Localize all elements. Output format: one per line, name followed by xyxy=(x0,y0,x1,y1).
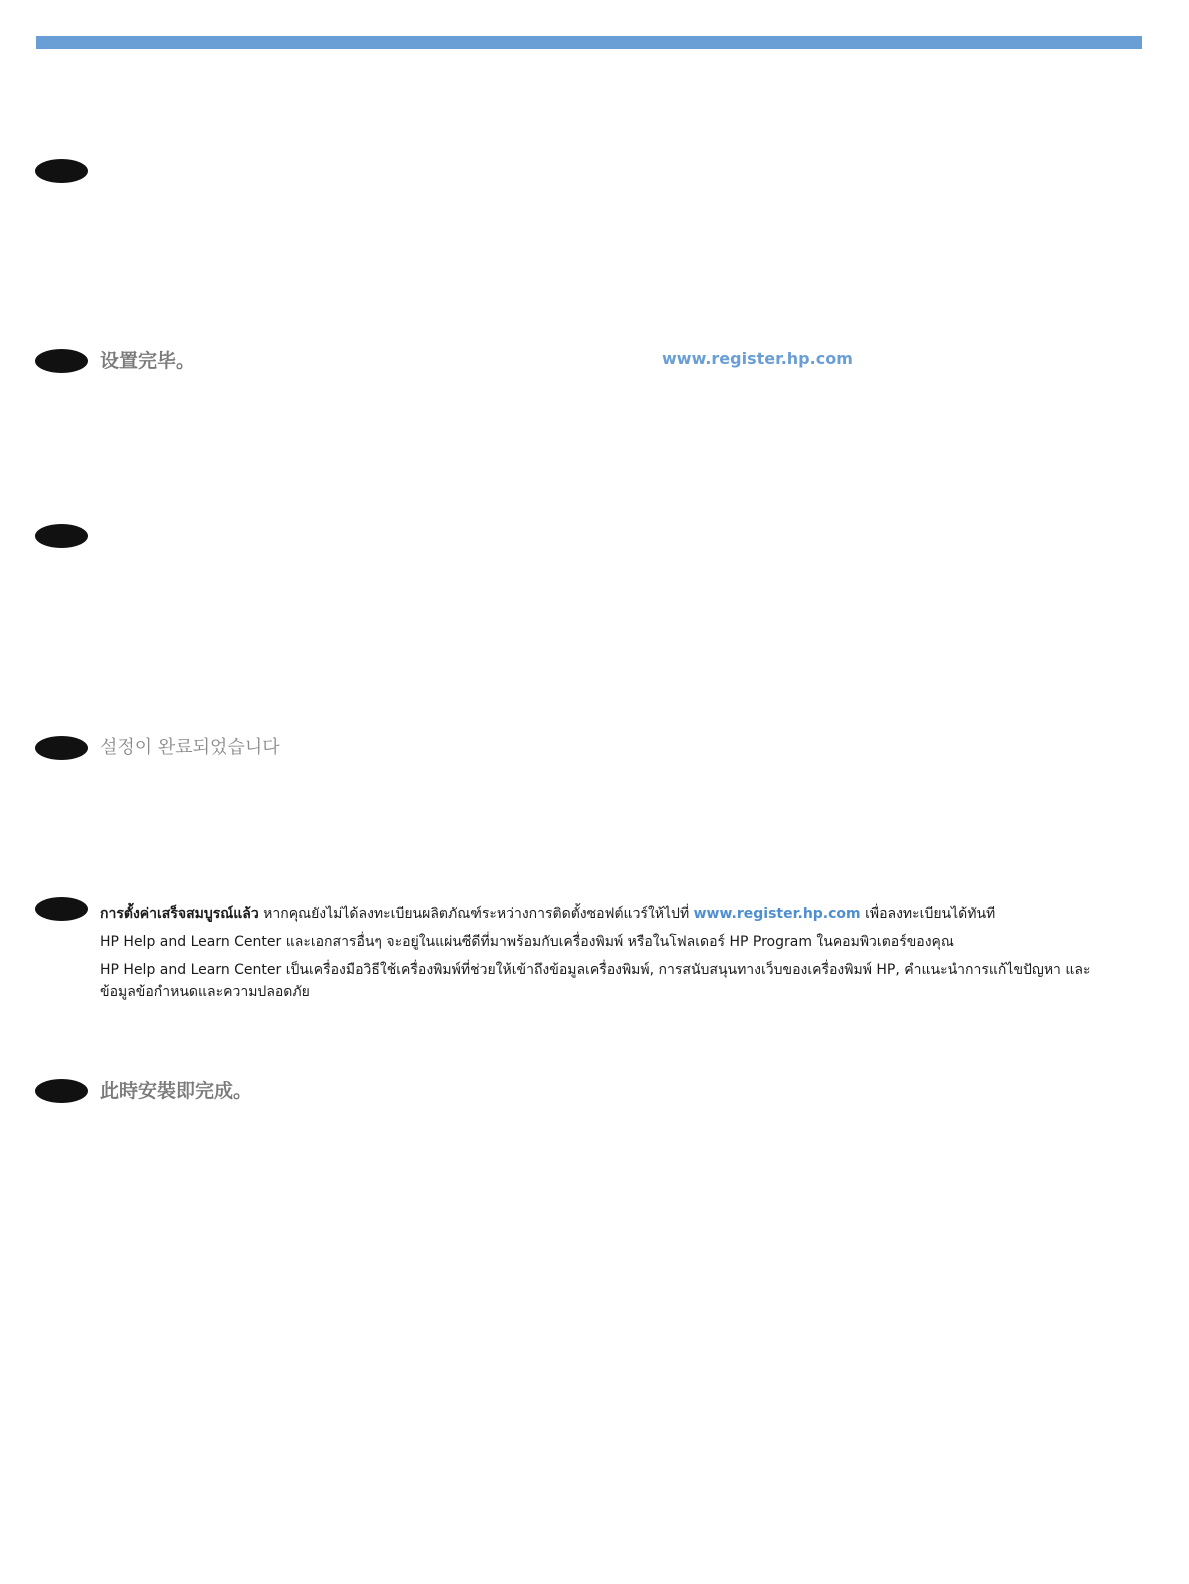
language-badge xyxy=(35,159,88,183)
body-text: เพื่อลงทะเบียนได้ทันที xyxy=(860,906,996,922)
section-title: 설정이 완료되었습니다 xyxy=(100,737,280,758)
body-text: หากคุณยังไม่ได้ลงทะเบียนผลิตภัณฑ์ระหว่างการติดตั้งซอฟต์แวร์ให้ไปที่ xyxy=(258,906,694,922)
header-rule xyxy=(36,36,1142,49)
language-badge xyxy=(35,1079,88,1103)
paragraph xyxy=(100,900,1110,928)
lead-text: การตั้งค่าเสร็จสมบูรณ์แล้ว xyxy=(100,906,259,922)
section-title: 设置完毕。 xyxy=(100,350,196,372)
register-link[interactable]: www.register.hp.com xyxy=(662,349,853,368)
language-badge xyxy=(35,349,88,373)
section-body xyxy=(100,900,1110,1003)
paragraph: HP Help and Learn Center และเอกสารอื่นๆ จะอยู่ในแผ่นซีดีที่มาพร้อมกับเครื่องพิมพ์ หรือในโฟลเดอร์ HP Program ในคอมพิวเตอร์ของคุณ xyxy=(100,934,954,950)
language-badge xyxy=(35,736,88,760)
language-badge xyxy=(35,897,88,921)
section-title: 此時安裝即完成。 xyxy=(100,1080,253,1102)
language-badge xyxy=(35,524,88,548)
register-link[interactable]: www.register.hp.com xyxy=(693,906,861,922)
paragraph: HP Help and Learn Center เป็นเครื่องมือวิธีใช้เครื่องพิมพ์ที่ช่วยให้เข้าถึงข้อมูลเครื่องพิมพ์, การสนับสนุนทางเว็บของเครื่องพิมพ์ HP, คำแนะนำการแก้ไขปัญหา และข้อมูลข้อกำหนดและความปลอดภัย xyxy=(100,962,1091,1000)
